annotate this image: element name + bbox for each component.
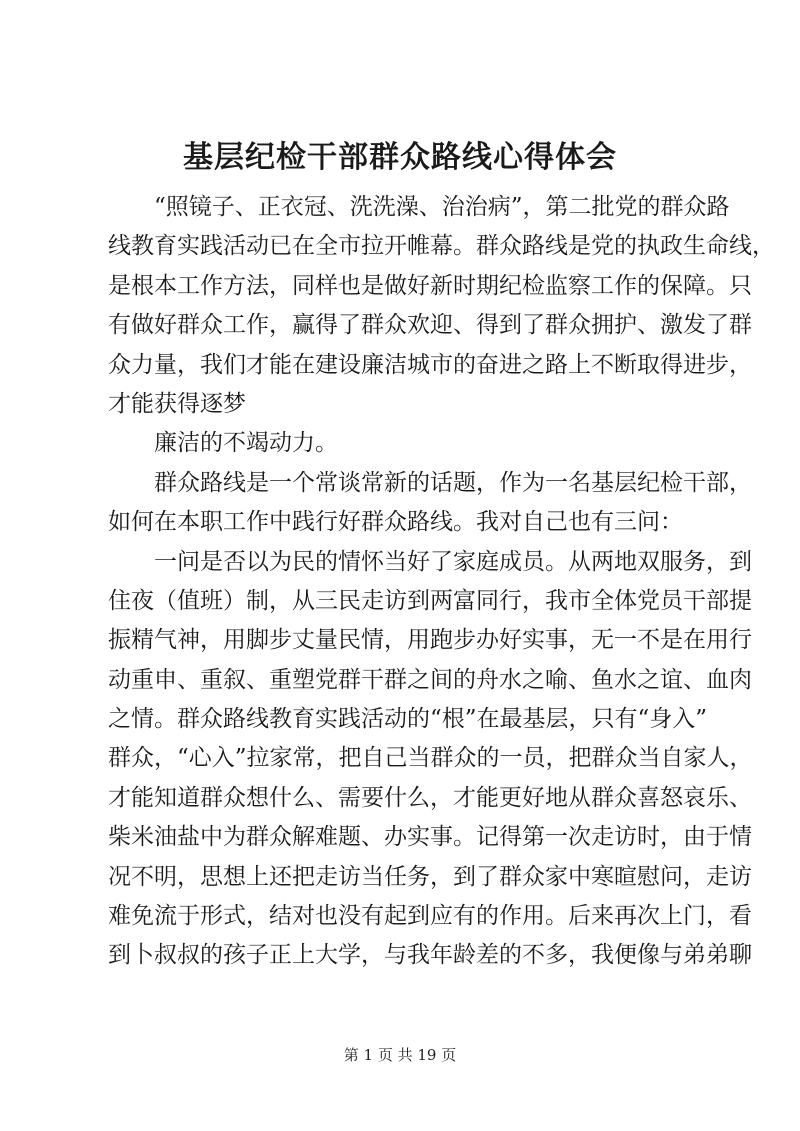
paragraph-line: 才能知道群众想什么、需要什么，才能更好地从群众喜怒哀乐、 (108, 784, 752, 811)
paragraph-line: 众力量，我们才能在建设廉洁城市的奋进之路上不断取得进步， (108, 351, 752, 378)
paragraph-line: 如何在本职工作中践行好群众路线。我对自己也有三问： (108, 509, 683, 536)
paragraph-line: “照镜子、正衣冠、洗洗澡、治治病”，第二批党的群众路 (154, 194, 730, 220)
document-body (108, 188, 775, 976)
paragraph-line: 群众路线是一个常谈常新的话题，作为一名基层纪检干部， (154, 469, 752, 496)
paragraph-line: 有做好群众工作，赢得了群众欢迎、得到了群众拥护、激发了群 (108, 312, 752, 339)
paragraph-line: 到卜叔叔的孩子正上大学，与我年龄差的不多，我便像与弟弟聊 (108, 942, 752, 969)
paragraph-line: 廉洁的不竭动力。 (154, 430, 338, 457)
paragraph-line: 是根本工作方法，同样也是做好新时期纪检监察工作的保障。只 (108, 272, 752, 299)
paragraph-line: 之情。群众路线教育实践活动的“根”在最基层，只有“身入” (108, 706, 708, 733)
document-title: 基层纪检干部群众路线心得体会 (183, 140, 617, 175)
paragraph-line: 一问是否以为民的情怀当好了家庭成员。从两地双服务，到 (154, 548, 752, 575)
paragraph-line: 住夜（值班）制，从三民走访到两富同行，我市全体党员干部提 (108, 587, 752, 614)
paragraph-line: 线教育实践活动已在全市拉开帷幕。群众路线是党的执政生命线， (108, 233, 775, 260)
page-footer: 第 1 页 共 19 页 (343, 1046, 457, 1064)
paragraph-line: 振精气神，用脚步丈量民情，用跑步办好实事，无一不是在用行 (108, 627, 752, 654)
paragraph-line: 动重申、重叙、重塑党群干群之间的舟水之喻、鱼水之谊、血肉 (108, 666, 752, 693)
paragraph-line: 难免流于形式，结对也没有起到应有的作用。后来再次上门，看 (108, 903, 752, 930)
paragraph-line: 况不明，思想上还把走访当任务，到了群众家中寒暄慰问，走访 (108, 863, 752, 890)
paragraph-line: 群众，“心入”拉家常，把自己当群众的一员，把群众当自家人， (108, 745, 753, 772)
paragraph-line: 才能获得逐梦 (108, 390, 246, 417)
paragraph-line: 柴米油盐中为群众解难题、办实事。记得第一次走访时，由于情 (108, 824, 752, 851)
